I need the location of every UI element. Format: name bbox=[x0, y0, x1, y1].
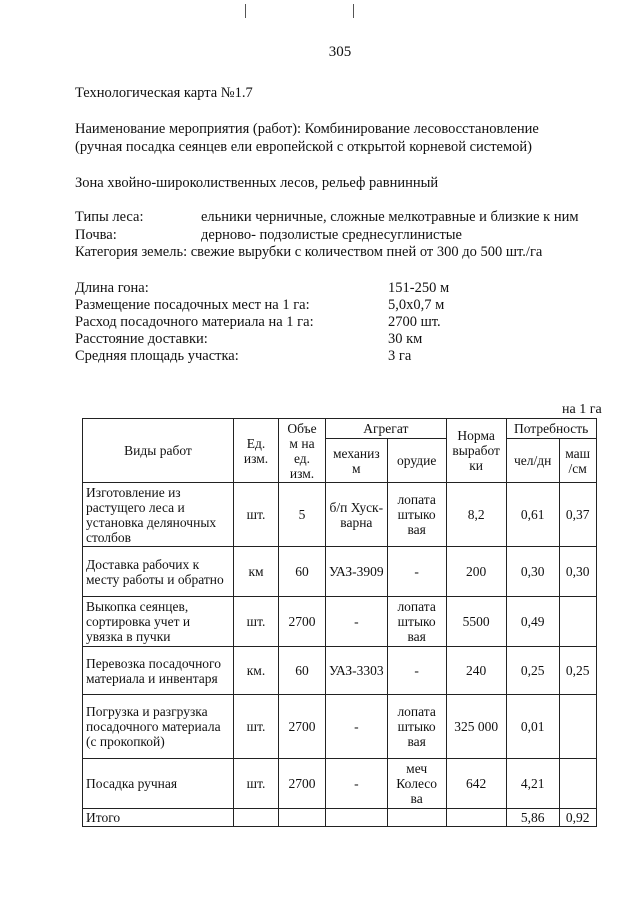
cell-volume: 60 bbox=[279, 547, 326, 597]
cell-empty bbox=[279, 809, 326, 827]
param-value: 3 га bbox=[388, 348, 412, 364]
table-row bbox=[83, 597, 597, 647]
cell-tool: лопата штыко вая bbox=[387, 483, 446, 547]
scan-mark bbox=[245, 4, 246, 18]
header-unit: Ед. изм. bbox=[234, 419, 279, 483]
cell-empty bbox=[234, 809, 279, 827]
forest-types-value: ельники черничные, сложные мелкотравные и близкие к ним bbox=[201, 209, 579, 225]
cell-person-days: 0,61 bbox=[506, 483, 559, 547]
cell-machine-shifts: 0,37 bbox=[559, 483, 596, 547]
cell-volume: 2700 bbox=[279, 759, 326, 809]
cell-volume: 2700 bbox=[279, 695, 326, 759]
cell-work: Погрузка и разгрузка посадочного материала (с прокопкой) bbox=[83, 695, 234, 759]
header-work-types: Виды работ bbox=[83, 419, 234, 483]
activity-line-1: Наименование мероприятия (работ): Комбинирование лесовосстановление bbox=[75, 121, 539, 137]
table-row bbox=[83, 695, 597, 759]
header-aggregate: Агрегат bbox=[326, 419, 447, 439]
param-value: 151-250 м bbox=[388, 280, 450, 296]
header-volume: Объе м на ед. изм. bbox=[279, 419, 326, 483]
cell-norm: 325 000 bbox=[446, 695, 506, 759]
cell-person-days: 0,25 bbox=[506, 647, 559, 695]
cell-machine-shifts bbox=[559, 597, 596, 647]
cell-tool: меч Колесо ва bbox=[387, 759, 446, 809]
param-value: 30 км bbox=[388, 331, 423, 347]
cell-unit: шт. bbox=[234, 695, 279, 759]
cell-person-days: 0,01 bbox=[506, 695, 559, 759]
cell-unit: шт. bbox=[234, 597, 279, 647]
land-category: Категория земель: свежие вырубки с количеством пней от 300 до 500 шт./га bbox=[75, 244, 543, 260]
total-row bbox=[83, 809, 597, 827]
zone-text: Зона хвойно-широколиственных лесов, рельеф равнинный bbox=[75, 175, 439, 191]
param-label: Расстояние доставки: bbox=[75, 331, 208, 347]
cell-volume: 2700 bbox=[279, 597, 326, 647]
header-demand: Потребность bbox=[506, 419, 596, 439]
cell-mechanism: - bbox=[326, 759, 388, 809]
cell-empty bbox=[326, 809, 388, 827]
cell-machine-shifts: 0,30 bbox=[559, 547, 596, 597]
cell-work: Доставка рабочих к месту работы и обратно bbox=[83, 547, 234, 597]
param-label: Расход посадочного материала на 1 га: bbox=[75, 314, 314, 330]
cell-norm: 240 bbox=[446, 647, 506, 695]
cell-norm: 642 bbox=[446, 759, 506, 809]
cell-volume: 5 bbox=[279, 483, 326, 547]
soil-value: дерново- подзолистые среднесуглинистые bbox=[201, 227, 462, 243]
cell-person-days: 0,30 bbox=[506, 547, 559, 597]
activity-line-2: (ручная посадка сеянцев ели европейской с открытой корневой системой) bbox=[75, 139, 532, 155]
cell-machine-shifts bbox=[559, 759, 596, 809]
page-number: 305 bbox=[328, 44, 352, 60]
cell-mechanism: - bbox=[326, 695, 388, 759]
header-person-days: чел/дн bbox=[506, 439, 559, 483]
cell-unit: км. bbox=[234, 647, 279, 695]
header-norm: Норма выработ ки bbox=[446, 419, 506, 483]
cell-mechanism: УАЗ-3303 bbox=[326, 647, 388, 695]
cell-total-machine-shifts: 0,92 bbox=[559, 809, 596, 827]
table-row bbox=[83, 647, 597, 695]
table-row bbox=[83, 759, 597, 809]
cell-norm: 8,2 bbox=[446, 483, 506, 547]
cell-tool: - bbox=[387, 647, 446, 695]
cell-tool: лопата штыко вая bbox=[387, 597, 446, 647]
table-row bbox=[83, 483, 597, 547]
card-title: Технологическая карта №1.7 bbox=[75, 85, 253, 101]
cell-tool: лопата штыко вая bbox=[387, 695, 446, 759]
header-tool: орудие bbox=[387, 439, 446, 483]
cell-mechanism: УАЗ-3909 bbox=[326, 547, 388, 597]
param-value: 2700 шт. bbox=[388, 314, 441, 330]
cell-person-days: 0,49 bbox=[506, 597, 559, 647]
cell-work: Посадка ручная bbox=[83, 759, 234, 809]
unit-note: на 1 га bbox=[562, 402, 602, 417]
cell-unit: шт. bbox=[234, 759, 279, 809]
table-row bbox=[83, 547, 597, 597]
cell-total-label: Итого bbox=[83, 809, 234, 827]
cell-unit: км bbox=[234, 547, 279, 597]
cell-work: Перевозка посадочного материала и инвентаря bbox=[83, 647, 234, 695]
cell-tool: - bbox=[387, 547, 446, 597]
cell-work: Выкопка сеянцев, сортировка учет и увязка в пучки bbox=[83, 597, 234, 647]
cell-mechanism: - bbox=[326, 597, 388, 647]
soil-label: Почва: bbox=[75, 227, 117, 243]
cell-mechanism: б/п Хуск-варна bbox=[326, 483, 388, 547]
cell-total-person-days: 5,86 bbox=[506, 809, 559, 827]
scan-mark bbox=[353, 4, 354, 18]
work-table bbox=[82, 418, 597, 827]
cell-volume: 60 bbox=[279, 647, 326, 695]
forest-types-label: Типы леса: bbox=[75, 209, 144, 225]
header-mechanism: механиз м bbox=[326, 439, 388, 483]
param-label: Средняя площадь участка: bbox=[75, 348, 239, 364]
cell-empty bbox=[446, 809, 506, 827]
cell-work: Изготовление из растущего леса и установка деляночных столбов bbox=[83, 483, 234, 547]
cell-person-days: 4,21 bbox=[506, 759, 559, 809]
cell-norm: 5500 bbox=[446, 597, 506, 647]
cell-empty bbox=[387, 809, 446, 827]
param-value: 5,0х0,7 м bbox=[388, 297, 445, 313]
cell-norm: 200 bbox=[446, 547, 506, 597]
header-machine-shifts: маш /см bbox=[559, 439, 596, 483]
cell-machine-shifts: 0,25 bbox=[559, 647, 596, 695]
param-label: Размещение посадочных мест на 1 га: bbox=[75, 297, 310, 313]
cell-unit: шт. bbox=[234, 483, 279, 547]
param-label: Длина гона: bbox=[75, 280, 149, 296]
cell-machine-shifts bbox=[559, 695, 596, 759]
